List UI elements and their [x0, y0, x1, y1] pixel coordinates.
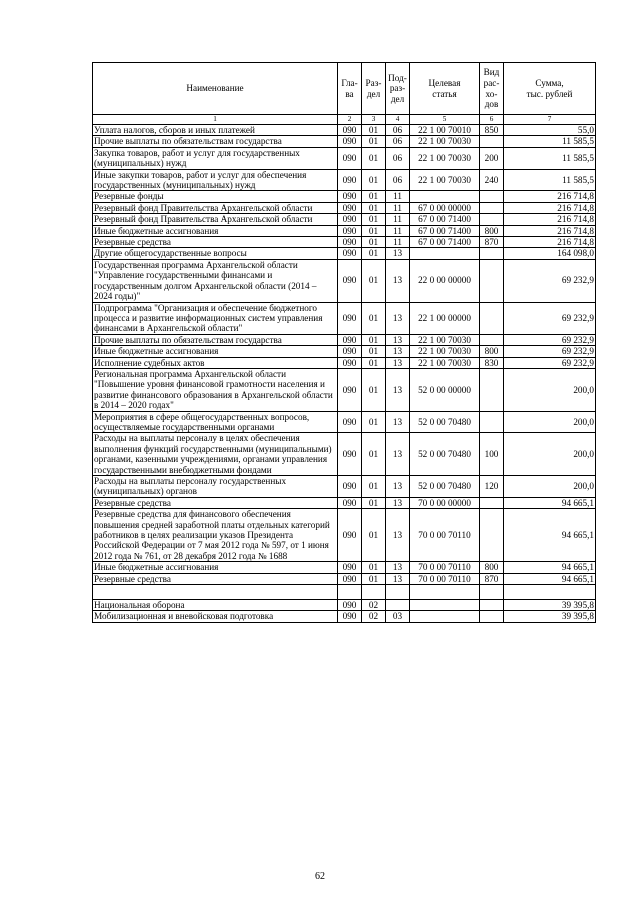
table-row — [93, 169, 596, 191]
table-row — [93, 191, 596, 202]
cell-type — [480, 202, 504, 213]
cell-amount: 11 585,5 — [504, 136, 596, 147]
cell-subsection: 06 — [386, 147, 410, 169]
cell-target: 67 0 00 00000 — [410, 202, 480, 213]
cell-target: 22 1 00 70030 — [410, 169, 480, 191]
cell-subsection: 11 — [386, 237, 410, 248]
column-number: 7 — [504, 115, 596, 125]
cell-section: 01 — [362, 136, 386, 147]
table-row — [93, 562, 596, 573]
cell-section: 01 — [362, 497, 386, 508]
cell-target: 52 0 00 70480 — [410, 476, 480, 498]
cell-target: 70 0 00 70110 — [410, 573, 480, 584]
cell-target — [410, 600, 480, 611]
cell-subsection — [386, 600, 410, 611]
cell-type: 870 — [480, 573, 504, 584]
cell-type — [480, 136, 504, 147]
table-body — [93, 125, 596, 623]
table-row — [93, 248, 596, 259]
table-row — [93, 611, 596, 622]
table-row — [93, 411, 596, 433]
cell-section: 02 — [362, 600, 386, 611]
header-chapter: Гла- ва — [338, 63, 362, 115]
cell-name: Иные бюджетные ассигнования — [93, 225, 338, 236]
cell-amount: 200,0 — [504, 411, 596, 433]
cell-chapter: 090 — [338, 225, 362, 236]
cell-amount: 216 714,8 — [504, 225, 596, 236]
cell-type — [480, 248, 504, 259]
empty-cell — [504, 585, 596, 600]
cell-type — [480, 600, 504, 611]
cell-subsection: 06 — [386, 136, 410, 147]
cell-amount: 94 665,1 — [504, 497, 596, 508]
cell-subsection: 13 — [386, 368, 410, 411]
cell-amount: 11 585,5 — [504, 169, 596, 191]
empty-cell — [362, 585, 386, 600]
cell-section: 01 — [362, 411, 386, 433]
cell-type: 100 — [480, 433, 504, 476]
cell-section: 01 — [362, 368, 386, 411]
column-number: 2 — [338, 115, 362, 125]
cell-subsection: 13 — [386, 346, 410, 357]
table-row — [93, 125, 596, 136]
header-section: Раз- дел — [362, 63, 386, 115]
cell-type: 800 — [480, 225, 504, 236]
table-row — [93, 433, 596, 476]
cell-target: 70 0 00 00000 — [410, 497, 480, 508]
table-row — [93, 346, 596, 357]
cell-subsection: 06 — [386, 125, 410, 136]
cell-type: 830 — [480, 357, 504, 368]
cell-name: Мобилизационная и вневойсковая подготовка — [93, 611, 338, 622]
cell-name: Прочие выплаты по обязательствам государства — [93, 136, 338, 147]
cell-section: 01 — [362, 562, 386, 573]
cell-name: Расходы на выплаты персоналу государственных (муниципальных) органов — [93, 476, 338, 498]
cell-amount: 39 395,8 — [504, 600, 596, 611]
table-row — [93, 334, 596, 345]
cell-subsection: 13 — [386, 259, 410, 302]
table-row — [93, 573, 596, 584]
cell-type: 240 — [480, 169, 504, 191]
cell-type — [480, 334, 504, 345]
cell-amount: 200,0 — [504, 368, 596, 411]
cell-name: Закупка товаров, работ и услуг для государственных (муниципальных) нужд — [93, 147, 338, 169]
cell-subsection: 11 — [386, 191, 410, 202]
cell-name: Резервные средства для финансового обеспечения повышения средней заработной платы отдельных категорий работников в целях реализации указов Президента Российской Федерации от 7 мая 2012 года № 597, от 1 июня 2012 года № 761, от 28 декабря 2012 года № 1688 — [93, 509, 338, 562]
cell-name: Государственная программа Архангельской области "Управление государственными финансами и государственным долгом Архангельской области (2014 – 2024 годы)" — [93, 259, 338, 302]
cell-type — [480, 214, 504, 225]
cell-type — [480, 411, 504, 433]
cell-chapter: 090 — [338, 573, 362, 584]
table-row — [93, 259, 596, 302]
cell-type: 870 — [480, 237, 504, 248]
column-number: 3 — [362, 115, 386, 125]
cell-name: Иные закупки товаров, работ и услуг для обеспечения государственных (муниципальных) нужд — [93, 169, 338, 191]
cell-amount: 200,0 — [504, 476, 596, 498]
cell-subsection: 11 — [386, 225, 410, 236]
cell-amount: 216 714,8 — [504, 202, 596, 213]
cell-section: 01 — [362, 509, 386, 562]
cell-section: 01 — [362, 191, 386, 202]
cell-section: 01 — [362, 169, 386, 191]
table-row — [93, 225, 596, 236]
cell-chapter: 090 — [338, 433, 362, 476]
header-target: Целевая статья — [410, 63, 480, 115]
cell-name: Резервные средства — [93, 237, 338, 248]
cell-target — [410, 611, 480, 622]
cell-name: Резервные средства — [93, 573, 338, 584]
cell-type — [480, 509, 504, 562]
cell-section: 01 — [362, 573, 386, 584]
cell-chapter: 090 — [338, 214, 362, 225]
cell-chapter: 090 — [338, 136, 362, 147]
cell-type: 200 — [480, 147, 504, 169]
cell-subsection: 13 — [386, 562, 410, 573]
cell-type: 800 — [480, 346, 504, 357]
cell-name: Национальная оборона — [93, 600, 338, 611]
cell-target: 22 1 00 70010 — [410, 125, 480, 136]
cell-section: 01 — [362, 147, 386, 169]
cell-amount: 69 232,9 — [504, 346, 596, 357]
cell-type: 850 — [480, 125, 504, 136]
column-number: 1 — [93, 115, 338, 125]
cell-target: 67 0 00 71400 — [410, 237, 480, 248]
cell-chapter: 090 — [338, 334, 362, 345]
cell-name: Резервные средства — [93, 497, 338, 508]
cell-name: Иные бюджетные ассигнования — [93, 346, 338, 357]
cell-chapter: 090 — [338, 259, 362, 302]
cell-amount: 200,0 — [504, 433, 596, 476]
cell-subsection: 13 — [386, 411, 410, 433]
cell-type — [480, 191, 504, 202]
cell-target: 22 1 00 70030 — [410, 136, 480, 147]
cell-target: 67 0 00 71400 — [410, 214, 480, 225]
cell-target: 22 1 00 70030 — [410, 346, 480, 357]
cell-amount: 69 232,9 — [504, 357, 596, 368]
cell-target: 22 1 00 00000 — [410, 302, 480, 334]
cell-target: 52 0 00 70480 — [410, 433, 480, 476]
cell-section: 02 — [362, 611, 386, 622]
cell-chapter: 090 — [338, 497, 362, 508]
cell-chapter: 090 — [338, 237, 362, 248]
cell-name: Резервный фонд Правительства Архангельской области — [93, 214, 338, 225]
cell-type — [480, 497, 504, 508]
cell-section: 01 — [362, 476, 386, 498]
column-number: 5 — [410, 115, 480, 125]
column-number-row — [93, 115, 596, 125]
cell-chapter: 090 — [338, 562, 362, 573]
cell-target: 70 0 00 70110 — [410, 562, 480, 573]
table-row — [93, 357, 596, 368]
table-row — [93, 302, 596, 334]
cell-chapter: 090 — [338, 202, 362, 213]
cell-amount: 69 232,9 — [504, 334, 596, 345]
table-row — [93, 497, 596, 508]
cell-section: 01 — [362, 237, 386, 248]
cell-target: 22 0 00 00000 — [410, 259, 480, 302]
cell-subsection: 06 — [386, 169, 410, 191]
cell-name: Резервные фонды — [93, 191, 338, 202]
cell-type — [480, 302, 504, 334]
cell-subsection: 03 — [386, 611, 410, 622]
cell-section: 01 — [362, 259, 386, 302]
cell-chapter: 090 — [338, 191, 362, 202]
cell-section: 01 — [362, 346, 386, 357]
cell-target: 52 0 00 70480 — [410, 411, 480, 433]
cell-target: 22 1 00 70030 — [410, 147, 480, 169]
cell-target: 22 1 00 70030 — [410, 357, 480, 368]
cell-name: Прочие выплаты по обязательствам государства — [93, 334, 338, 345]
cell-type: 120 — [480, 476, 504, 498]
cell-target: 52 0 00 00000 — [410, 368, 480, 411]
cell-section: 01 — [362, 302, 386, 334]
table-row — [93, 368, 596, 411]
empty-cell — [93, 585, 338, 600]
cell-chapter: 090 — [338, 169, 362, 191]
cell-amount: 39 395,8 — [504, 611, 596, 622]
cell-subsection: 13 — [386, 248, 410, 259]
cell-chapter: 090 — [338, 125, 362, 136]
cell-amount: 216 714,8 — [504, 237, 596, 248]
cell-subsection: 13 — [386, 509, 410, 562]
header-name: Наименование — [93, 63, 338, 115]
cell-chapter: 090 — [338, 302, 362, 334]
cell-amount: 69 232,9 — [504, 302, 596, 334]
cell-target: 70 0 00 70110 — [410, 509, 480, 562]
cell-type — [480, 611, 504, 622]
cell-chapter: 090 — [338, 346, 362, 357]
cell-target — [410, 248, 480, 259]
budget-table — [92, 62, 596, 623]
cell-subsection: 13 — [386, 476, 410, 498]
cell-name: Региональная программа Архангельской области "Повышение уровня финансовой грамотности населения и развитие финансового образования в Архангельской области в 2014 – 2020 годах" — [93, 368, 338, 411]
cell-subsection: 11 — [386, 202, 410, 213]
cell-chapter: 090 — [338, 357, 362, 368]
cell-target: 22 1 00 70030 — [410, 334, 480, 345]
cell-amount: 164 098,0 — [504, 248, 596, 259]
empty-cell — [410, 585, 480, 600]
cell-name: Подпрограмма "Организация и обеспечение бюджетного процесса и развитие информационных систем управления финансами в Архангельской области" — [93, 302, 338, 334]
cell-amount: 69 232,9 — [504, 259, 596, 302]
cell-chapter: 090 — [338, 476, 362, 498]
cell-chapter: 090 — [338, 368, 362, 411]
table-row — [93, 237, 596, 248]
header-amount: Сумма, тыс. рублей — [504, 63, 596, 115]
cell-amount: 216 714,8 — [504, 191, 596, 202]
cell-chapter: 090 — [338, 411, 362, 433]
header-type: Вид рас- хо- дов — [480, 63, 504, 115]
cell-name: Иные бюджетные ассигнования — [93, 562, 338, 573]
cell-amount: 94 665,1 — [504, 562, 596, 573]
cell-subsection: 13 — [386, 497, 410, 508]
cell-name: Мероприятия в сфере общегосударственных вопросов, осуществляемые государственными органами — [93, 411, 338, 433]
cell-section: 01 — [362, 225, 386, 236]
cell-amount: 216 714,8 — [504, 214, 596, 225]
cell-target: 67 0 00 71400 — [410, 225, 480, 236]
table-row — [93, 136, 596, 147]
empty-cell — [386, 585, 410, 600]
cell-amount: 55,0 — [504, 125, 596, 136]
cell-name: Исполнение судебных актов — [93, 357, 338, 368]
cell-chapter: 090 — [338, 509, 362, 562]
cell-type — [480, 368, 504, 411]
cell-name: Уплата налогов, сборов и иных платежей — [93, 125, 338, 136]
table-spacer-row — [93, 585, 596, 600]
cell-subsection: 11 — [386, 214, 410, 225]
cell-subsection: 13 — [386, 573, 410, 584]
column-number: 4 — [386, 115, 410, 125]
cell-section: 01 — [362, 125, 386, 136]
cell-section: 01 — [362, 357, 386, 368]
cell-section: 01 — [362, 214, 386, 225]
cell-subsection: 13 — [386, 302, 410, 334]
cell-section: 01 — [362, 248, 386, 259]
cell-amount: 11 585,5 — [504, 147, 596, 169]
page-number: 62 — [315, 871, 325, 882]
table-row — [93, 202, 596, 213]
table-row — [93, 476, 596, 498]
cell-amount: 94 665,1 — [504, 573, 596, 584]
empty-cell — [338, 585, 362, 600]
cell-type: 800 — [480, 562, 504, 573]
cell-section: 01 — [362, 433, 386, 476]
cell-subsection: 13 — [386, 334, 410, 345]
table-row — [93, 147, 596, 169]
table-row — [93, 509, 596, 562]
cell-section: 01 — [362, 202, 386, 213]
empty-cell — [480, 585, 504, 600]
cell-subsection: 13 — [386, 433, 410, 476]
cell-chapter: 090 — [338, 600, 362, 611]
cell-name: Расходы на выплаты персоналу в целях обеспечения выполнения функций государственными (муниципальными) органами, казенными учреждениями, органами управления государственными внебюджетными фондами — [93, 433, 338, 476]
cell-type — [480, 259, 504, 302]
table-row — [93, 214, 596, 225]
cell-target — [410, 191, 480, 202]
header-row — [93, 63, 596, 115]
cell-section: 01 — [362, 334, 386, 345]
cell-chapter: 090 — [338, 147, 362, 169]
table-row — [93, 600, 596, 611]
cell-amount: 94 665,1 — [504, 509, 596, 562]
cell-name: Резервный фонд Правительства Архангельской области — [93, 202, 338, 213]
header-subsection: Под- раз- дел — [386, 63, 410, 115]
cell-subsection: 13 — [386, 357, 410, 368]
cell-chapter: 090 — [338, 248, 362, 259]
cell-chapter: 090 — [338, 611, 362, 622]
column-number: 6 — [480, 115, 504, 125]
cell-name: Другие общегосударственные вопросы — [93, 248, 338, 259]
